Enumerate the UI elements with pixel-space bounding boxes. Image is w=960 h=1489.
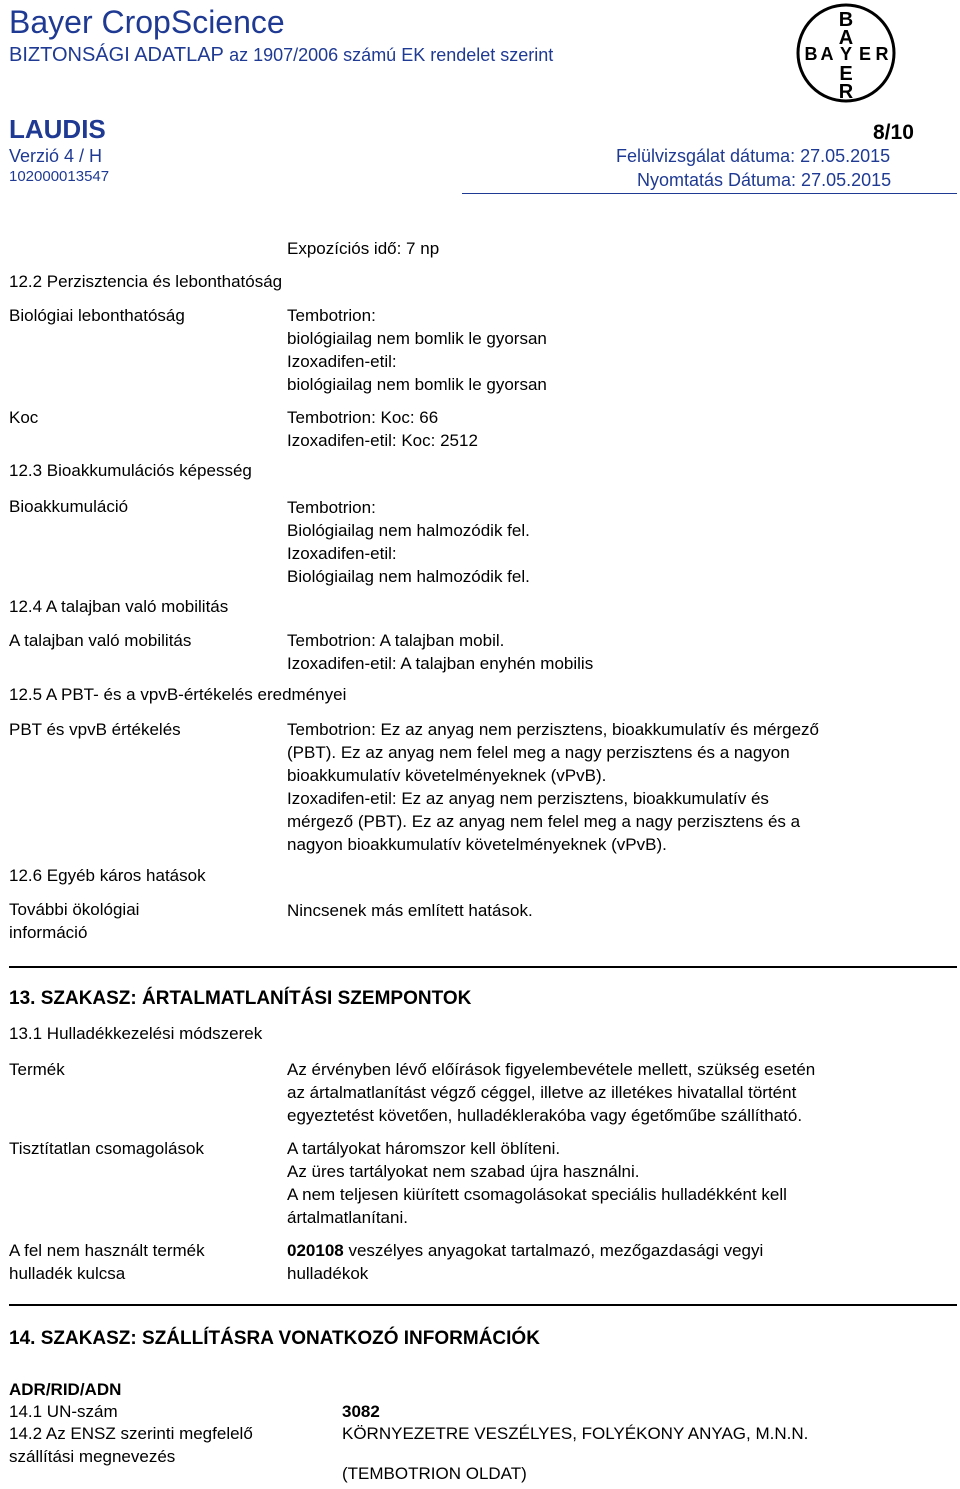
version: Verzió 4 / H xyxy=(9,146,103,166)
company-name: Bayer CropScience xyxy=(9,4,285,40)
pbt-label: PBT és vpvB értékelés xyxy=(9,720,181,739)
text-line: Tembotrion: xyxy=(287,498,376,517)
shipping-name-value xyxy=(342,1422,808,1485)
text-line: Izoxadifen-etil: xyxy=(287,352,397,371)
text-line: bioakkumulatív követelményeknek (vPvB). xyxy=(287,766,607,785)
product-name: LAUDIS xyxy=(9,114,106,144)
text-line: Tembotrion: xyxy=(287,306,376,325)
subsection-13-1: 13.1 Hulladékkezelési módszerek xyxy=(9,1024,263,1043)
doc-type-title: BIZTONSÁGI ADATLAP xyxy=(9,44,224,66)
subsection-12-4: 12.4 A talajban való mobilitás xyxy=(9,597,229,616)
koc-label: Koc xyxy=(9,408,39,427)
exposure-time: Expozíciós idő: 7 np xyxy=(287,239,440,258)
text-line: egyeztetést követően, hulladéklerakóba vagy égetőműbe szállítható. xyxy=(287,1106,803,1125)
biodegradability-label: Biológiai lebonthatóság xyxy=(9,306,185,325)
text-line: A fel nem használt termék xyxy=(9,1241,205,1260)
logo-letter-e2: E xyxy=(839,63,853,85)
text-line: információ xyxy=(9,923,88,942)
shipping-name-label xyxy=(9,1422,253,1468)
logo-letter-a: A xyxy=(838,27,854,49)
logo-letter-y: Y xyxy=(839,44,853,64)
waste-text: veszélyes anyagokat tartalmazó, mezőgazdasági vegyi xyxy=(343,1241,764,1260)
text-line: ártalmatlanítani. xyxy=(287,1208,408,1227)
text-line: Izoxadifen-etil: Koc: 2512 xyxy=(287,431,478,450)
bayer-logo xyxy=(795,2,897,104)
section-divider xyxy=(9,1304,957,1306)
logo-letter-r: R xyxy=(875,44,889,64)
logo-letter-b2: B xyxy=(804,44,818,64)
text-line: Biológiailag nem halmozódik fel. xyxy=(287,521,530,540)
subsection-12-3: 12.3 Bioakkumulációs képesség xyxy=(9,461,252,480)
text-line: Tembotrion: Ez az anyag nem perzisztens, bioakkumulatív és mérgező xyxy=(287,720,819,739)
other-info-value: Nincsenek más említett hatások. xyxy=(287,901,533,920)
text-line: mérgező (PBT). Ez az anyag nem felel meg a nagy perzisztens és a xyxy=(287,812,801,831)
section-13-title: 13. SZAKASZ: ÁRTALMATLANÍTÁSI SZEMPONTOK xyxy=(9,988,472,1009)
text-line: 14.2 Az ENSZ szerinti megfelelő xyxy=(9,1424,253,1443)
section-14-title: 14. SZAKASZ: SZÁLLÍTÁSRA VONATKOZÓ INFORMÁCIÓK xyxy=(9,1328,540,1349)
text-line: biológiailag nem bomlik le gyorsan xyxy=(287,375,547,394)
text-line xyxy=(287,1239,763,1262)
text-line: Az érvényben lévő előírások figyelembevétele mellett, szükség esetén xyxy=(287,1060,816,1079)
logo-letter-a2: A xyxy=(820,44,834,64)
text-line: További ökológiai xyxy=(9,900,140,919)
text-line: Az üres tartályokat nem szabad újra használni. xyxy=(287,1162,640,1181)
text-line: nagyon bioakkumulatív követelményeknek (vPvB). xyxy=(287,835,667,854)
document-type xyxy=(9,44,553,67)
text-line: (PBT). Ez az anyag nem felel meg a nagy perzisztens és a nagyon xyxy=(287,743,790,762)
logo-letter-e: E xyxy=(858,44,872,64)
print-date: Nyomtatás Dátuma: 27.05.2015 xyxy=(637,170,892,190)
text-line: biológiailag nem bomlik le gyorsan xyxy=(287,329,547,348)
koc-value xyxy=(287,406,478,452)
text-line: A nem teljesen kiürített csomagolásokat speciális hulladékként kell xyxy=(287,1185,787,1204)
text-line: KÖRNYEZETRE VESZÉLYES, FOLYÉKONY ANYAG, M.N.N. xyxy=(342,1424,809,1443)
logo-letter-b: B xyxy=(838,9,854,31)
un-number-value: 3082 xyxy=(342,1402,380,1421)
adr-heading: ADR/RID/ADN xyxy=(9,1380,122,1399)
product-code: 102000013547 xyxy=(9,168,110,185)
subsection-12-2: 12.2 Perzisztencia és lebonthatóság xyxy=(9,272,283,291)
waste-code: 020108 xyxy=(287,1241,344,1260)
regulation: az 1907/2006 számú EK rendelet szerint xyxy=(229,45,554,65)
header-divider xyxy=(462,193,957,194)
biodegradability-value xyxy=(287,304,547,396)
waste-key-label xyxy=(9,1239,205,1285)
text-line: hulladék kulcsa xyxy=(9,1264,126,1283)
waste-key-value xyxy=(287,1239,763,1285)
subsection-12-6: 12.6 Egyéb káros hatások xyxy=(9,866,206,885)
packaging-value xyxy=(287,1137,787,1229)
text-line: Izoxadifen-etil: xyxy=(287,544,397,563)
mobility-label: A talajban való mobilitás xyxy=(9,631,192,650)
subsection-12-5: 12.5 A PBT- és a vpvB-értékelés eredményei xyxy=(9,685,347,704)
un-number-label: 14.1 UN-szám xyxy=(9,1402,118,1421)
page-number: 8/10 xyxy=(873,121,914,144)
product-disposal-value xyxy=(287,1058,815,1127)
text-line: A tartályokat háromszor kell öblíteni. xyxy=(287,1139,561,1158)
logo-letter-r2: R xyxy=(838,81,854,103)
packaging-label: Tisztítatlan csomagolások xyxy=(9,1139,204,1158)
text-line: az ártalmatlanítást végző céggel, illetve az illetékes hivatallal történt xyxy=(287,1083,797,1102)
product-disposal-label: Termék xyxy=(9,1060,65,1079)
revision-date: Felülvizsgálat dátuma: 27.05.2015 xyxy=(616,146,891,166)
text-line: Tembotrion: A talajban mobil. xyxy=(287,631,505,650)
text-line: Izoxadifen-etil: A talajban enyhén mobilis xyxy=(287,654,594,673)
text-line: hulladékok xyxy=(287,1264,369,1283)
text-line: Izoxadifen-etil: Ez az anyag nem perzisztens, bioakkumulatív és xyxy=(287,789,769,808)
bioaccumulation-label: Bioakkumuláció xyxy=(9,497,129,516)
other-info-label xyxy=(9,898,139,944)
mobility-value xyxy=(287,629,593,675)
bioaccumulation-value xyxy=(287,496,530,588)
text-line: Tembotrion: Koc: 66 xyxy=(287,408,439,427)
text-line: szállítási megnevezés xyxy=(9,1447,176,1466)
text-line: (TEMBOTRION OLDAT) xyxy=(342,1464,527,1483)
pbt-value xyxy=(287,718,819,856)
text-line: Biológiailag nem halmozódik fel. xyxy=(287,567,530,586)
section-divider xyxy=(9,966,957,968)
